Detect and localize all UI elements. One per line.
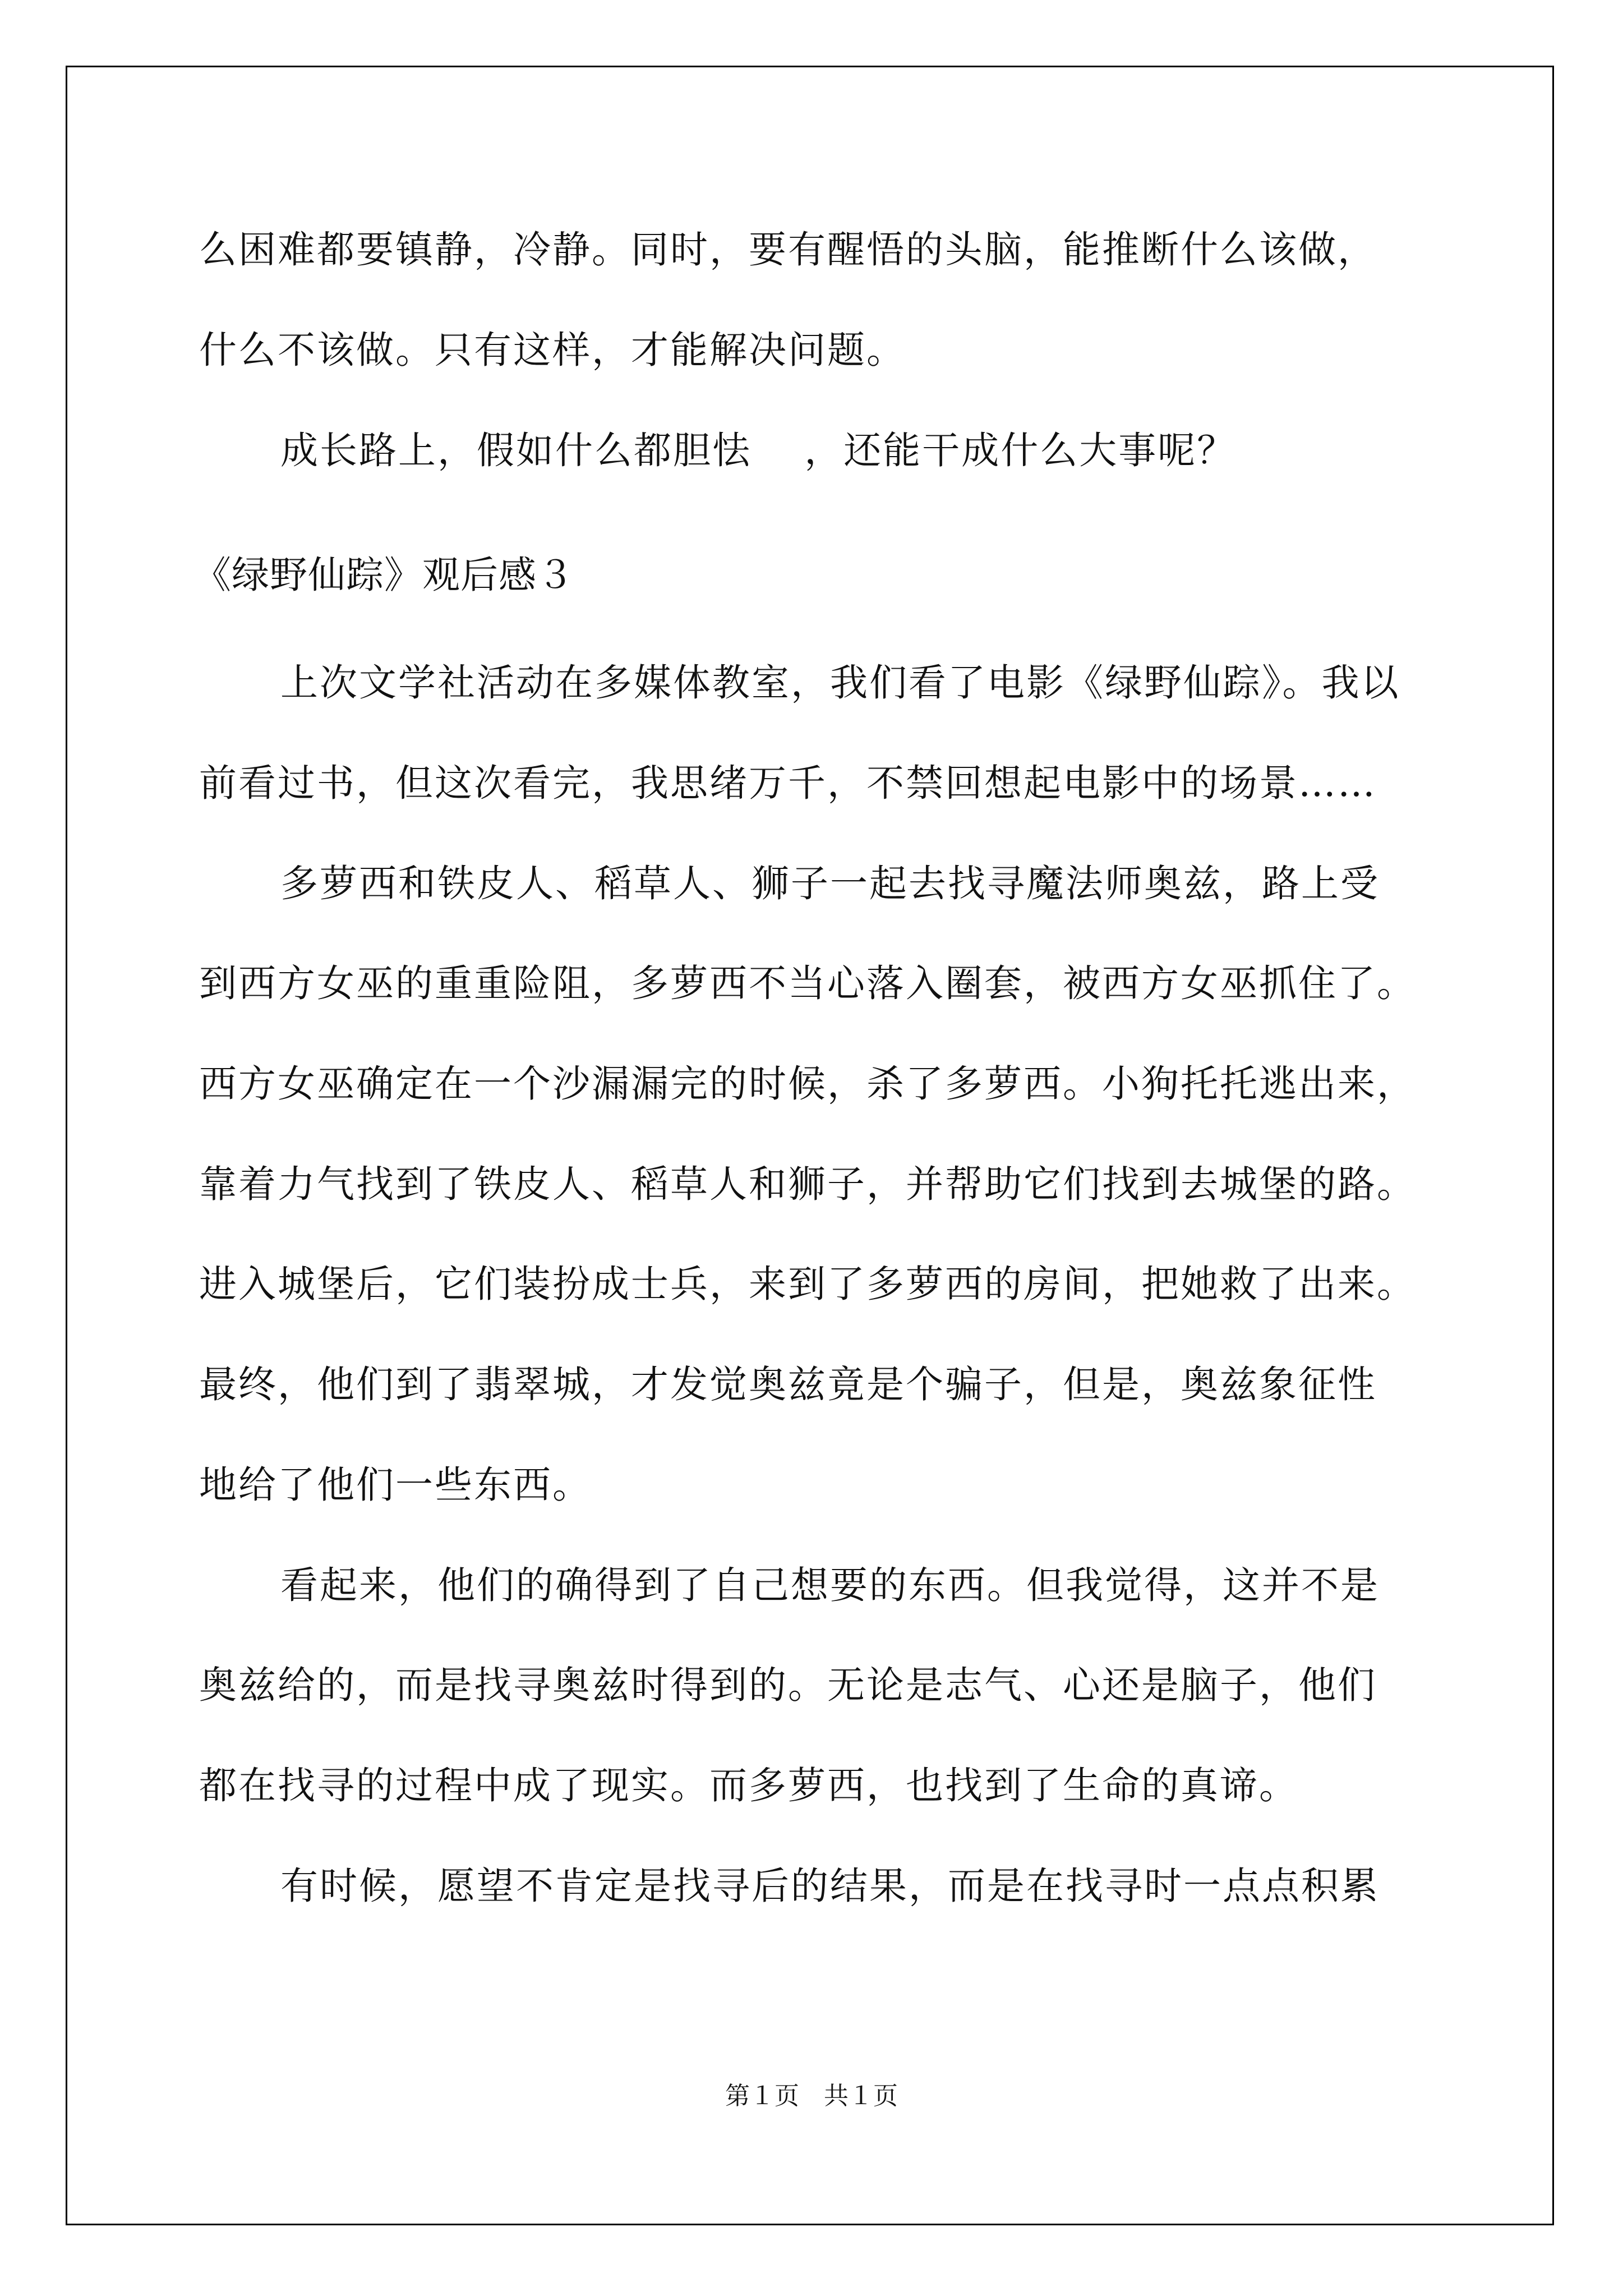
text-line: 到西方女巫的重重险阻，多萝西不当心落入圈套，被西方女巫抓住了。 <box>199 961 1416 1005</box>
text-line: 前看过书，但这次看完，我思绪万千，不禁回想起电影中的场景…… <box>199 761 1377 805</box>
text-line: 进入城堡后，它们装扮成士兵，来到了多萝西的房间，把她救了出来。 <box>199 1262 1416 1306</box>
text-line: 什么不该做。只有这样，才能解决问题。 <box>199 328 906 372</box>
text-line: 成长路上，假如什么都胆怯 ，还能干成什么大事呢？ <box>280 429 1237 472</box>
text-line: 最终，他们到了翡翠城，才发觉奥兹竟是个骗子，但是，奥兹象征性 <box>199 1363 1377 1406</box>
text-line: 上次文学社活动在多媒体教室，我们看了电影《绿野仙踪》。我以 <box>280 661 1400 705</box>
text-line: 看起来，他们的确得到了自己想要的东西。但我觉得，这并不是 <box>280 1563 1380 1607</box>
text-line: 有时候，愿望不肯定是找寻后的结果，而是在找寻时一点点积累 <box>280 1864 1380 1908</box>
text-line: 么困难都要镇静，冷静。同时，要有醒悟的头脑，能推断什么该做， <box>199 228 1377 272</box>
text-line: 地给了他们一些东西。 <box>199 1463 592 1507</box>
text-line: 奥兹给的，而是找寻奥兹时得到的。无论是志气、心还是脑子，他们 <box>199 1663 1377 1707</box>
text-line: 靠着力气找到了铁皮人、稻草人和狮子，并帮助它们找到去城堡的路。 <box>199 1162 1416 1206</box>
page-footer: 第１页 共１页 <box>725 2082 898 2110</box>
text-line: 都在找寻的过程中成了现实。而多萝西，也找到了生命的真谛。 <box>199 1764 1298 1807</box>
text-line: 多萝西和铁皮人、稻草人、狮子一起去找寻魔法师奥兹，路上受 <box>280 862 1380 905</box>
section-heading: 《绿野仙踪》观后感３ <box>193 553 575 597</box>
text-line: 西方女巫确定在一个沙漏漏完的时候，杀了多萝西。小狗托托逃出来， <box>199 1062 1416 1106</box>
